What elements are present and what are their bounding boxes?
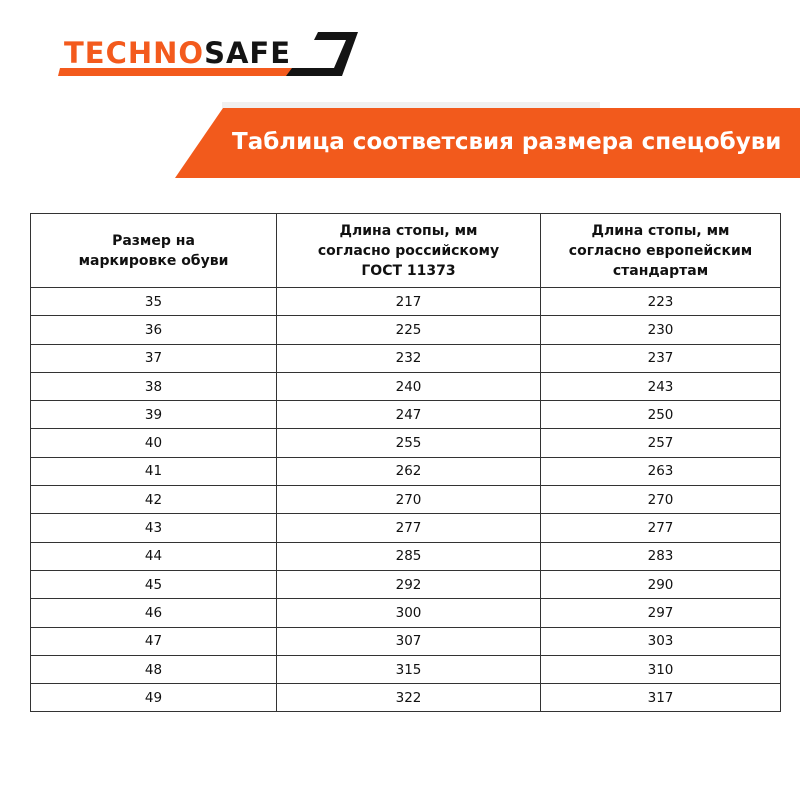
cell-russian-length: 240	[277, 372, 541, 400]
cell-russian-length: 285	[277, 542, 541, 570]
table-row	[31, 316, 781, 344]
cell-size: 49	[31, 684, 277, 712]
cell-european-length: 290	[541, 570, 781, 598]
cell-russian-length: 300	[277, 599, 541, 627]
cell-european-length: 270	[541, 486, 781, 514]
table-row	[31, 655, 781, 683]
cell-russian-length: 232	[277, 344, 541, 372]
cell-european-length: 230	[541, 316, 781, 344]
cell-european-length: 310	[541, 655, 781, 683]
cell-size: 43	[31, 514, 277, 542]
cell-european-length: 223	[541, 288, 781, 316]
cell-size: 40	[31, 429, 277, 457]
cell-russian-length: 307	[277, 627, 541, 655]
cell-size: 36	[31, 316, 277, 344]
table-row	[31, 429, 781, 457]
cell-size: 47	[31, 627, 277, 655]
cell-european-length: 283	[541, 542, 781, 570]
size-table	[30, 213, 781, 712]
cell-european-length: 303	[541, 627, 781, 655]
cell-size: 37	[31, 344, 277, 372]
table-row	[31, 542, 781, 570]
cell-russian-length: 270	[277, 486, 541, 514]
cell-size: 45	[31, 570, 277, 598]
banner-shadow-strip	[222, 102, 600, 108]
cell-russian-length: 247	[277, 401, 541, 429]
cell-russian-length: 277	[277, 514, 541, 542]
table-body	[31, 288, 781, 712]
cell-russian-length: 255	[277, 429, 541, 457]
table-row	[31, 486, 781, 514]
cell-size: 48	[31, 655, 277, 683]
cell-size: 38	[31, 372, 277, 400]
cell-size: 39	[31, 401, 277, 429]
table-row	[31, 372, 781, 400]
table-row	[31, 344, 781, 372]
cell-size: 44	[31, 542, 277, 570]
cell-european-length: 243	[541, 372, 781, 400]
cell-european-length: 297	[541, 599, 781, 627]
cell-european-length: 263	[541, 457, 781, 485]
table-row	[31, 570, 781, 598]
cell-russian-length: 225	[277, 316, 541, 344]
header-european: Длина стопы, мм согласно европейским стандартам	[541, 214, 781, 288]
table-row	[31, 457, 781, 485]
cell-russian-length: 292	[277, 570, 541, 598]
cell-size: 41	[31, 457, 277, 485]
table-row	[31, 514, 781, 542]
header-russian-gost: Длина стопы, мм согласно российскому ГОСТ 11373	[277, 214, 541, 288]
technosafe-logo	[58, 30, 360, 80]
cell-european-length: 277	[541, 514, 781, 542]
table-header-row	[31, 214, 781, 288]
table-row	[31, 627, 781, 655]
table-row	[31, 684, 781, 712]
cell-russian-length: 262	[277, 457, 541, 485]
cell-size: 46	[31, 599, 277, 627]
cell-russian-length: 217	[277, 288, 541, 316]
header-marking-size: Размер на маркировке обуви	[31, 214, 277, 288]
cell-european-length: 257	[541, 429, 781, 457]
cell-european-length: 317	[541, 684, 781, 712]
cell-size: 35	[31, 288, 277, 316]
logo-safe-text: SAFE	[204, 36, 292, 70]
cell-russian-length: 315	[277, 655, 541, 683]
table-row	[31, 401, 781, 429]
table-row	[31, 288, 781, 316]
page-title: Таблица соответсвия размера спецобуви	[232, 129, 782, 155]
table-row	[31, 599, 781, 627]
cell-size: 42	[31, 486, 277, 514]
cell-european-length: 250	[541, 401, 781, 429]
logo-wordmark	[64, 36, 291, 70]
cell-russian-length: 322	[277, 684, 541, 712]
logo-techno-text: TECHNO	[64, 36, 205, 70]
cell-european-length: 237	[541, 344, 781, 372]
